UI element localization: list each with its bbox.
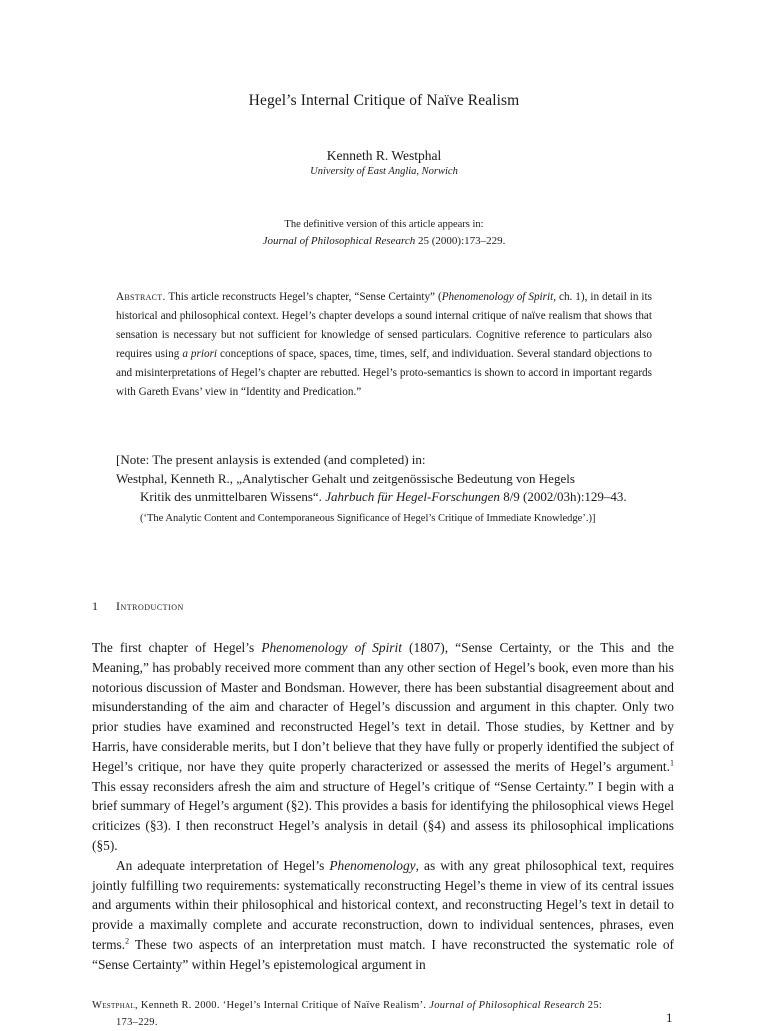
work-title: Phenomenology <box>329 857 416 873</box>
paragraph <box>92 638 674 856</box>
abstract-text: conceptions of space, spaces, time, times, self, and individuation. Several standard objections to and misinterpretations of Hegel’s chapter are rebutted. Hegel’s proto-semantics is shown to accord in important regards with Gareth Evans’ view in “Identity and Predication.” <box>116 348 652 398</box>
abstract-label: Abstract. <box>116 291 166 303</box>
paragraph-text: These two aspects of an interpretation must match. I have reconstructed the systematic role of “Sense Certainty” within Hegel’s epistemological argument in <box>92 936 674 972</box>
section-heading <box>92 599 184 614</box>
paragraph-text: (1807), “Sense Certainty, or the This and the Meaning,” has probably received more comment than any other section of Hegel’s book, even more than his notorious discussion of Master and Bondsman. However, there has been substantial disagreement about and misunderstanding of the aim and character of Hegel’s discussion and argument in this chapter. Only two prior studies have examined and reconstructed Hegel’s text in detail. Those studies, by Kettner and by Harris, have considerable merits, but I don’t believe that they have fully or properly identified the subject of Hegel’s critique, nor have they quite properly characterized or assessed the merits of Hegel’s argument. <box>92 640 674 774</box>
footer-journal: Journal of Philosophical Research <box>429 1000 585 1011</box>
paragraph-text: This essay reconsiders afresh the aim and structure of Hegel’s critique of “Sense Certainty.” I begin with a brief summary of Hegel’s argument (§2). This provides a basis for identifying the philosophical views Hegel criticizes (§3). I then reconstruct Hegel’s analysis in detail (§4) and assess its philosophical implications (§5). <box>92 778 674 853</box>
note-line: [Note: The present anlaysis is extended (and completed) in: <box>116 452 426 467</box>
note-journal: Jahrbuch für Hegel-Forschungen <box>325 489 500 504</box>
abstract-text: This article reconstructs Hegel’s chapter, “Sense Certainty” ( <box>165 291 442 303</box>
abstract-work-title: Phenomenology of Spirit <box>441 291 554 303</box>
abstract-a-priori: a priori <box>182 348 218 360</box>
version-citation <box>0 235 768 247</box>
note-text: 8/9 (2002/03h):129–43. <box>499 489 627 504</box>
paragraph-text: An adequate interpretation of Hegel’s <box>116 857 330 873</box>
extension-note <box>116 451 652 528</box>
work-title: Phenomenology of Spirit <box>261 640 402 655</box>
version-note: The definitive version of this article appears in: <box>284 219 484 230</box>
abstract <box>116 288 652 402</box>
abstract-text: , ch. 1), in detail in its historical and philosophical context. Hegel’s chapter develops a sound internal critique of naïve realism that shows that sensation is necessary but not sufficient for knowledge of sensed particulars. Cognitive reference to particulars also requires using <box>116 291 653 360</box>
footer-text: 25: <box>584 1000 603 1011</box>
author-affiliation: University of East Anglia, Norwich <box>310 166 458 177</box>
note-citation-cont <box>140 488 652 507</box>
paragraph-text: The first chapter of Hegel’s <box>92 640 262 655</box>
section-number: 1 <box>92 599 98 613</box>
section-title: Introduction <box>116 599 184 613</box>
footnote-marker[interactable]: 2 <box>125 936 130 946</box>
body-text <box>92 638 674 975</box>
footnote-marker[interactable]: 1 <box>670 758 674 768</box>
page-number: 1 <box>666 1010 673 1025</box>
article-title: Hegel’s Internal Critique of Naïve Realism <box>248 92 520 109</box>
footer-author: Westphal <box>92 1000 136 1011</box>
footer-pages: 173–229. <box>116 1017 158 1028</box>
page-footer <box>92 997 652 1031</box>
paragraph-text: , as with any great philosophical text, requires jointly fulfilling two requirements: systematically reconstructing Hegel’s theme in view of its central issues and arguments within their philosophical and historical context, and reconstructing Hegel’s text in detail to provide a maximally complete and accurate reconstruction, down to individual sentences, phrases, even terms. <box>92 857 675 952</box>
version-details: 25 (2000):173–229. <box>415 235 506 247</box>
footer-text: , Kenneth R. 2000. ‘Hegel’s Internal Critique of Naïve Realism’. <box>135 1000 430 1011</box>
paragraph <box>92 856 674 975</box>
note-text: Kritik des unmittelbaren Wissens“. <box>140 489 326 504</box>
version-journal: Journal of Philosophical Research <box>262 235 416 247</box>
author-name: Kenneth R. Westphal <box>326 148 442 163</box>
note-citation: Westphal, Kenneth R., „Analytischer Gehalt und zeitgenössische Bedeutung von Hegels <box>116 470 575 486</box>
note-translation: (‘The Analytic Content and Contemporaneous Significance of Hegel’s Critique of Immediate Knowledge’.)] <box>140 512 596 524</box>
